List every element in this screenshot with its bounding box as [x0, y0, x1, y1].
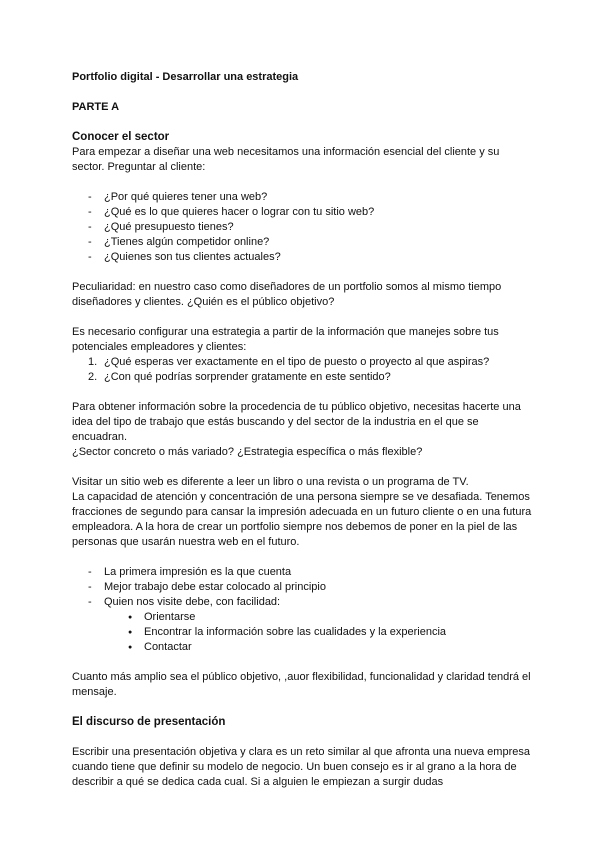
visit-paragraph: Visitar un sitio web es diferente a leer un libro o una revista o un programa de TV.: [72, 476, 469, 488]
list-item-text: ¿Con qué podrías sorprender gratamente en este sentido?: [104, 371, 391, 383]
list-item: [72, 370, 532, 385]
strategy-paragraph: Es necesario configurar una estrategia a partir de la información que manejes sobre tus potenciales empleadores y clientes:: [72, 326, 499, 353]
client-questions-list: [72, 190, 532, 265]
sub-tips-list: [72, 610, 532, 655]
list-item: - ¿Quienes son tus clientes actuales?: [72, 250, 532, 265]
list-item: [72, 355, 532, 370]
list-item: - La primera impresión es la que cuenta: [72, 565, 532, 580]
list-number: 2.: [88, 371, 98, 383]
sector-question: ¿Sector concreto o más variado? ¿Estrategia específica o más flexible?: [72, 446, 423, 458]
section-heading-conocer: Conocer el sector: [72, 131, 170, 143]
list-item: - ¿Qué presupuesto tienes?: [72, 220, 532, 235]
list-item: - ¿Por qué quieres tener una web?: [72, 190, 532, 205]
part-heading: PARTE A: [72, 101, 120, 113]
list-item: ● Encontrar la información sobre las cualidades y la experiencia: [72, 625, 532, 640]
list-item: - ¿Tienes algún competidor online?: [72, 235, 532, 250]
conclusion-paragraph: Cuanto más amplio sea el público objetivo, ,auor flexibilidad, funcionalidad y claridad tendrá el mensaje.: [72, 671, 531, 698]
peculiarity-paragraph: Peculiaridad: en nuestro caso como diseñadores de un portfolio somos al mismo tiempo diseñadores y clientes. ¿Quién es el público objetivo?: [72, 281, 502, 308]
list-number: 1.: [88, 356, 98, 368]
list-item: - Mejor trabajo debe estar colocado al principio: [72, 580, 532, 595]
list-item: ● Orientarse: [72, 610, 532, 625]
intro-paragraph: Para empezar a diseñar una web necesitamos una información esencial del cliente y su sector. Preguntar al cliente:: [72, 146, 500, 173]
strategy-numbered-list: [72, 355, 532, 385]
attention-paragraph: La capacidad de atención y concentración de una persona siempre se ve desafiada. Tenemos fracciones de segundo para cansar la impresión adecuada en un futuro cliente o en una futura empleadora. A la hora de crear un portfolio siempre nos debemos de poner en la piel de las personas que usarán nuestra web en el futuro.: [72, 491, 532, 548]
tips-list: [72, 565, 532, 610]
document-page: [72, 70, 532, 790]
presentation-paragraph: Escribir una presentación objetiva y clara es un reto similar al que afronta una nueva empresa cuando tiene que definir su modelo de negocio. Un buen consejo es ir al grano a la hora de describir a qué se dedica cada cual. Si a alguien le empiezan a surgir dudas: [72, 746, 530, 788]
section-heading-discurso: El discurso de presentación: [72, 716, 226, 728]
list-item-text: ¿Qué esperas ver exactamente en el tipo de puesto o proyecto al que aspiras?: [104, 356, 490, 368]
list-item: ● Contactar: [72, 640, 532, 655]
document-title: Portfolio digital - Desarrollar una estrategia: [72, 71, 299, 83]
list-item: - ¿Qué es lo que quieres hacer o lograr con tu sitio web?: [72, 205, 532, 220]
obtain-paragraph: Para obtener información sobre la procedencia de tu público objetivo, necesitas hacerte una idea del tipo de trabajo que estás buscando y del sector de la industria en el que se encuadran.: [72, 401, 521, 443]
list-item: - Quien nos visite debe, con facilidad:: [72, 595, 532, 610]
